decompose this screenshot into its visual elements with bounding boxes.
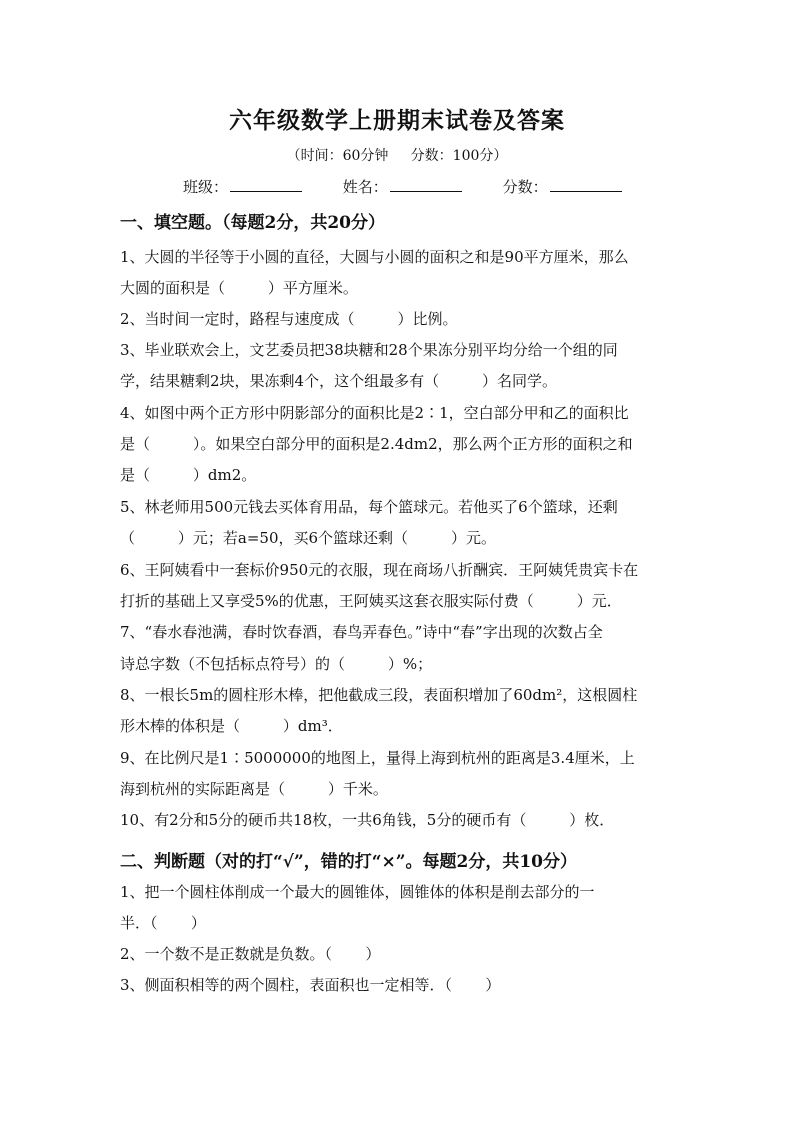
page-title: 六年级数学上册期末试卷及答案 [229, 107, 565, 134]
name-label: 姓名： [342, 178, 388, 196]
question-line: 10、有2分和5分的硬币共18枚，一共6角钱，5分的硬币有（ ）枚． [120, 811, 615, 829]
question-line: 学，结果糖剩2块，果冻剩4个，这个组最多有（ ）名同学。 [120, 372, 558, 390]
question-line: 1、把一个圆柱体削成一个最大的圆锥体，圆锥体的体积是削去部分的一 [120, 883, 595, 901]
score-field [503, 176, 622, 197]
class-label: 班级： [183, 178, 229, 196]
section-title-true-false: 二、判断题（对的打“√”，错的打“×”。每题2分，共10分） [120, 852, 578, 872]
question-line: （ ）元；若a=50，买6个篮球还剩（ ）元。 [120, 529, 496, 547]
question-line: 形木棒的体积是（ ）dm³． [120, 717, 343, 735]
student-info-row [183, 176, 658, 197]
question-line: 是（ ）dm2。 [120, 466, 257, 484]
question-line: 7、“春水春池满，春时饮春酒，春鸟弄春色。”诗中“春”字出现的次数占全 [120, 623, 603, 641]
score-label: 分数： [502, 178, 548, 196]
class-blank[interactable] [230, 177, 302, 192]
question-line: 3、侧面积相等的两个圆柱，表面积也一定相等．（ ） [120, 976, 501, 994]
question-line: 诗总字数（不包括标点符号）的（ ）%； [120, 655, 433, 673]
question-line: 是（ ）。如果空白部分甲的面积是2.4dm2，那么两个正方形的面积之和 [120, 435, 633, 453]
question-line: 4、如图中两个正方形中阴影部分的面积比是2∶1，空白部分甲和乙的面积比 [120, 404, 629, 422]
class-field [183, 176, 302, 197]
question-line: 6、王阿姨看中一套标价950元的衣服，现在商场八折酬宾．王阿姨凭贵宾卡在 [120, 561, 639, 579]
question-line: 5、林老师用500元钱去买体育用品，每个篮球元。若他买了6个篮球，还剩 [120, 498, 618, 516]
score-blank[interactable] [550, 177, 622, 192]
question-line: 1、大圆的半径等于小圆的直径，大圆与小圆的面积之和是90平方厘米，那么 [120, 248, 629, 266]
question-line: 打折的基础上又享受5%的优惠，王阿姨买这套衣服实际付费（ ）元． [120, 592, 622, 610]
question-line: 2、当时间一定时，路程与速度成（ ）比例。 [120, 310, 458, 328]
question-line: 8、一根长5m的圆柱形木棒，把他截成三段，表面积增加了60dm²，这根圆柱 [120, 686, 638, 704]
question-line: 海到杭州的实际距离是（ ）千米。 [120, 780, 388, 798]
question-line: 大圆的面积是（ ）平方厘米。 [120, 279, 358, 297]
name-blank[interactable] [390, 177, 462, 192]
question-line: 2、一个数不是正数就是负数。（ ） [120, 945, 381, 963]
question-line: 3、毕业联欢会上，文艺委员把38块糖和28个果冻分别平均分给一个组的同 [120, 341, 618, 359]
exam-time-score: （时间：60分钟 分数：100分） [286, 148, 508, 164]
name-field [343, 176, 462, 197]
question-line: 9、在比例尺是1∶5000000的地图上，量得上海到杭州的距离是3.4厘米，上 [120, 749, 635, 767]
section-title-fill-blank: 一、填空题。（每题2分，共20分） [120, 213, 385, 233]
question-line: 半．（ ） [120, 914, 206, 932]
